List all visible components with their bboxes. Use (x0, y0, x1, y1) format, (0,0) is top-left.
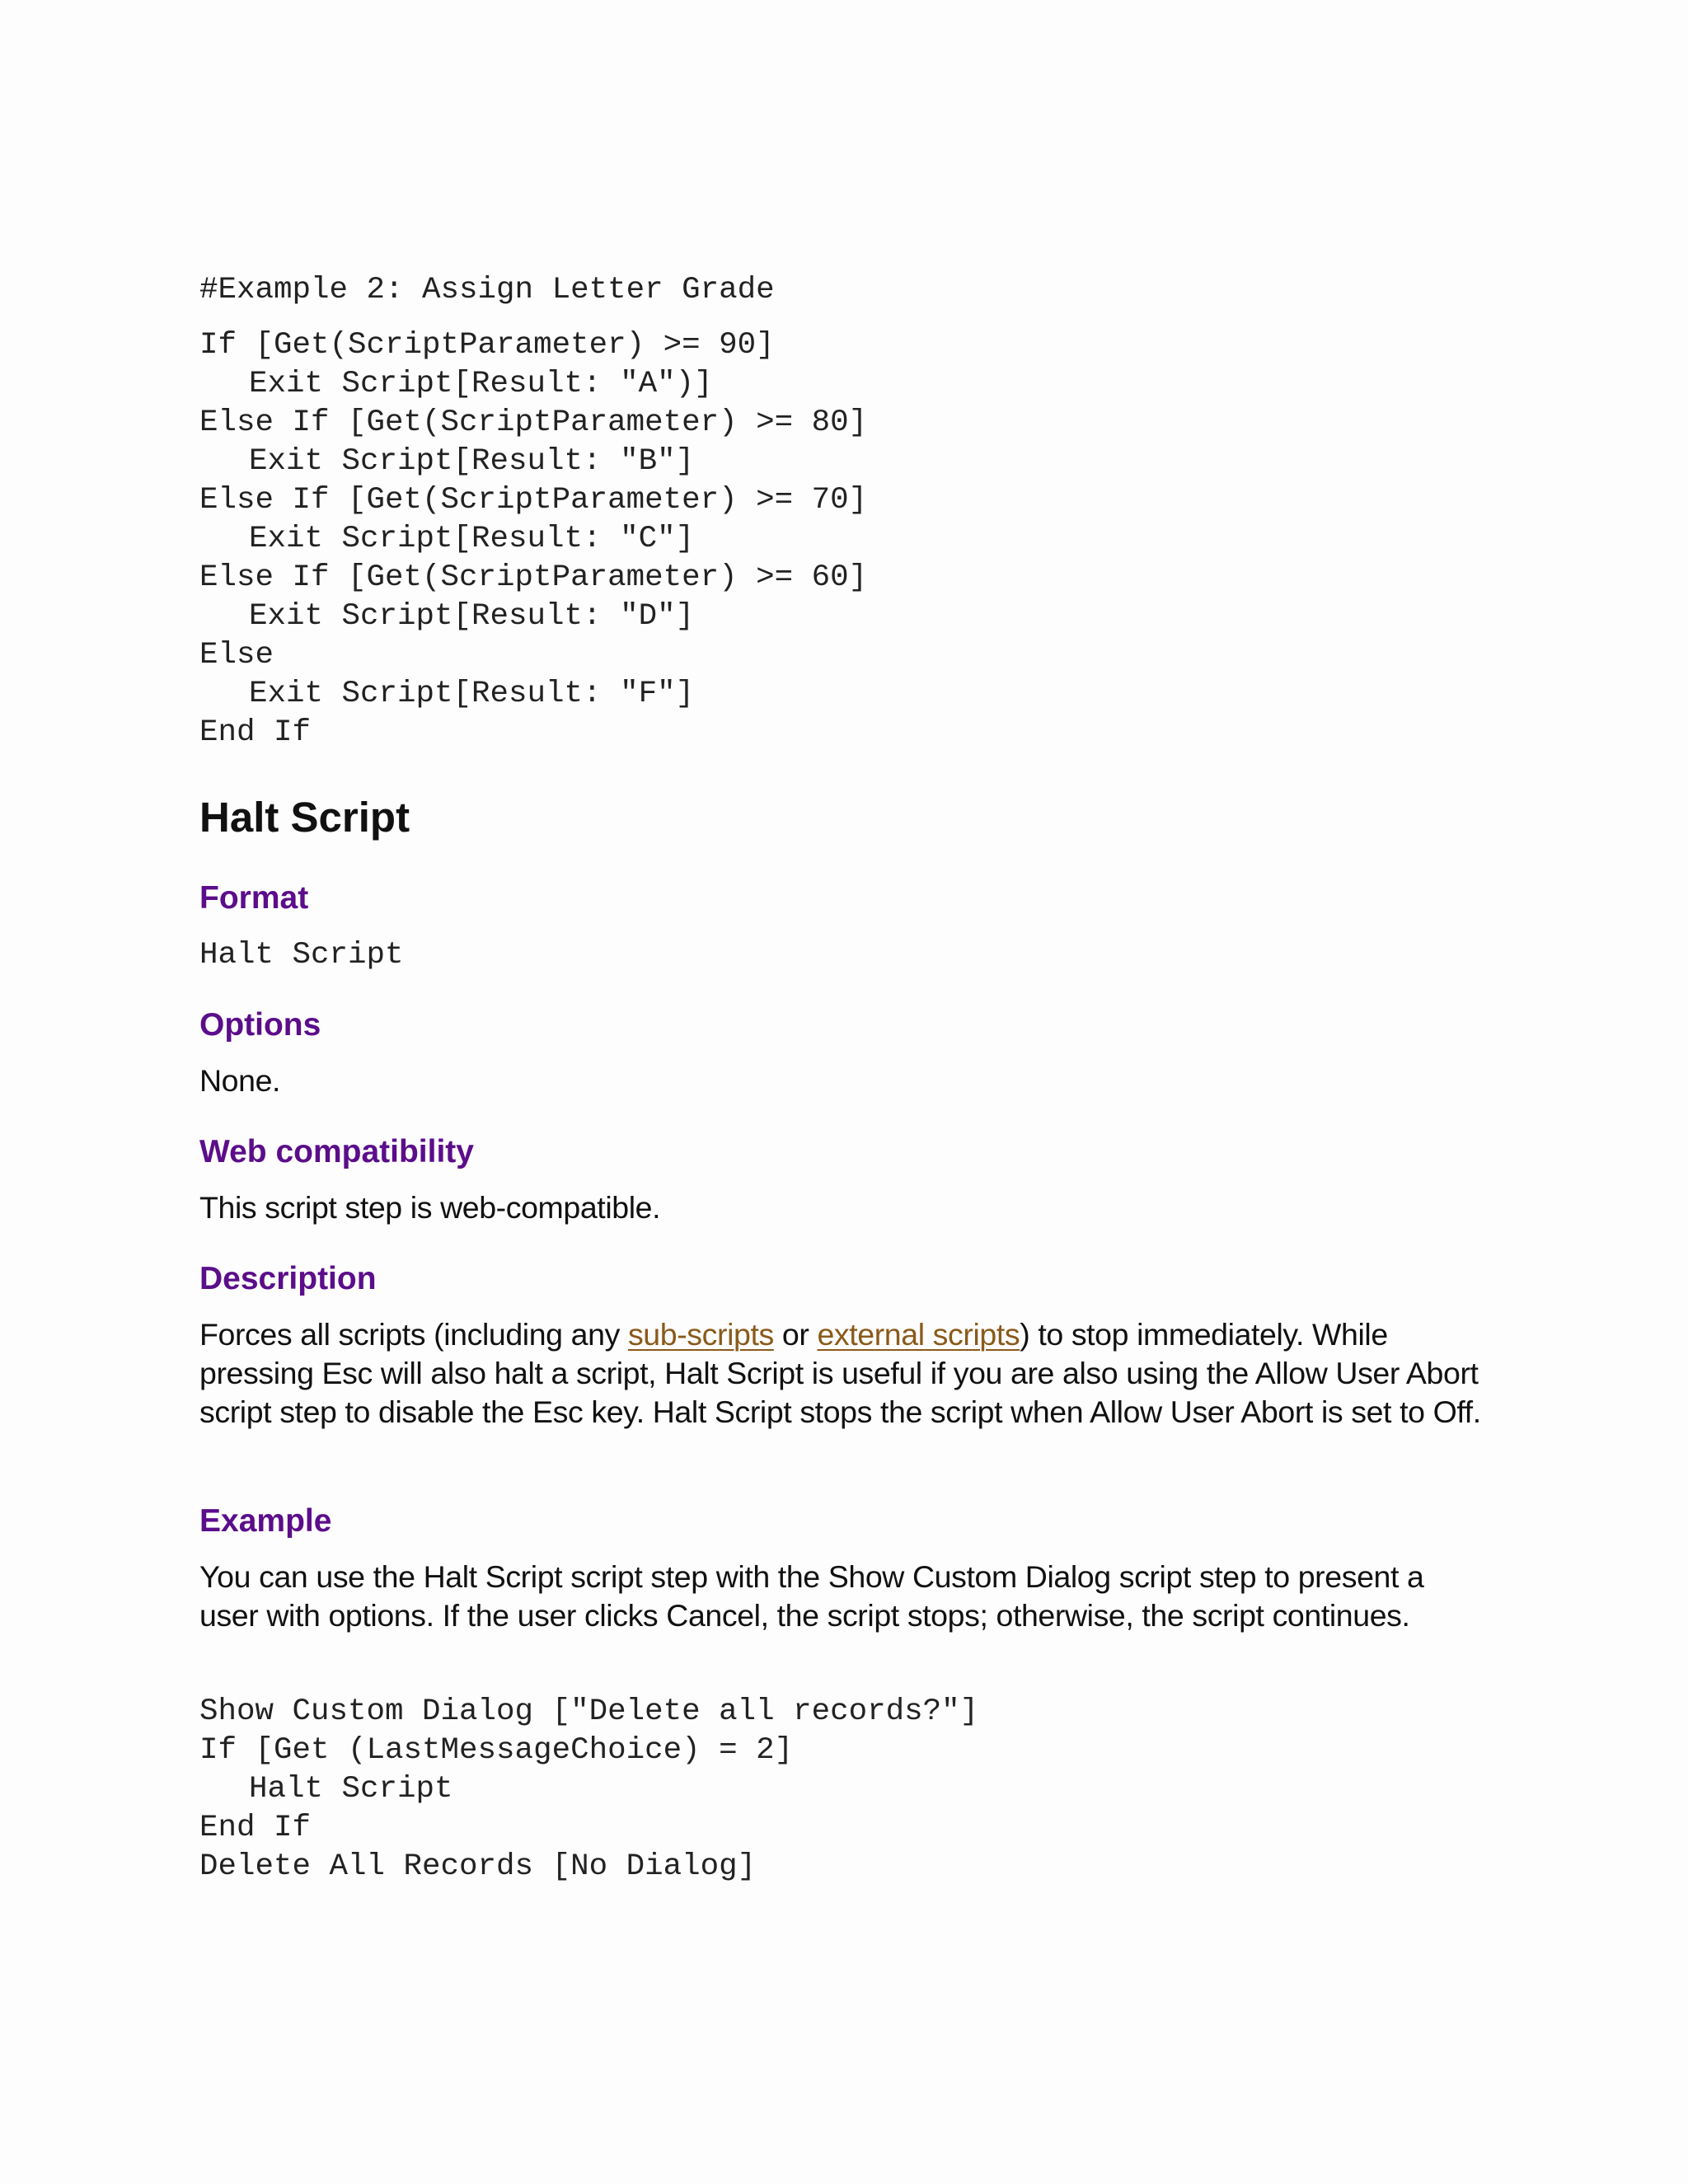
web-compatibility-text: This script step is web-compatible. (199, 1190, 661, 1225)
code-line: Halt Script (199, 938, 404, 972)
code-line: Halt Script (249, 1772, 453, 1807)
code-line: If [Get(ScriptParameter) >= 90] (199, 328, 775, 363)
options-heading: Options (199, 1007, 321, 1043)
description-text-2: or (773, 1317, 818, 1352)
description-text-1: Forces all scripts (including any (199, 1317, 628, 1352)
code-line: Else If [Get(ScriptParameter) >= 60] (199, 560, 868, 595)
web-compatibility-heading: Web compatibility (199, 1134, 474, 1169)
description-heading: Description (199, 1261, 377, 1296)
sub-scripts-link[interactable]: sub-scripts (627, 1317, 774, 1352)
code-line: Exit Script[Result: "F"] (249, 677, 695, 711)
code-line: Exit Script[Result: "B"] (249, 444, 695, 479)
description-text-3: ) to stop immediately. While pressing Esc will also halt a script, Halt Script is useful if you are also using the Allow User Abort script step to disable the Esc key. Halt Script stops the script when Allow User Abort is set to Off. (199, 1317, 1481, 1429)
code-line: Exit Script[Result: "A")] (249, 367, 713, 401)
code-line: End If (199, 715, 312, 750)
code-line: Show Custom Dialog ["Delete all records?"] (199, 1694, 979, 1729)
example2-code-block (199, 326, 867, 752)
code-line: Else (199, 638, 274, 673)
section-title: Halt Script (199, 794, 410, 841)
example-paragraph: You can use the Halt Script script step with the Show Custom Dialog script step to present a user with options. If the user clicks Cancel, the script stops; otherwise, the script continues. (199, 1559, 1424, 1633)
code-line: End If (199, 1811, 312, 1845)
format-code (199, 936, 404, 975)
example-code-block (199, 1693, 978, 1886)
external-scripts-link[interactable]: external scripts (817, 1317, 1020, 1352)
code-comment-line: #Example 2: Assign Letter Grade (199, 273, 775, 307)
code-line: Exit Script[Result: "D"] (249, 599, 695, 634)
format-heading: Format (199, 880, 309, 916)
code-line: Exit Script[Result: "C"] (249, 522, 695, 556)
code-line: Else If [Get(ScriptParameter) >= 80] (199, 405, 868, 440)
code-line: Delete All Records [No Dialog] (199, 1849, 757, 1884)
description-paragraph (199, 1315, 1485, 1432)
example-comment (199, 271, 775, 310)
options-text: None. (199, 1063, 281, 1098)
example-heading: Example (199, 1503, 332, 1539)
code-line: Else If [Get(ScriptParameter) >= 70] (199, 483, 868, 518)
code-line: If [Get (LastMessageChoice) = 2] (199, 1733, 794, 1768)
